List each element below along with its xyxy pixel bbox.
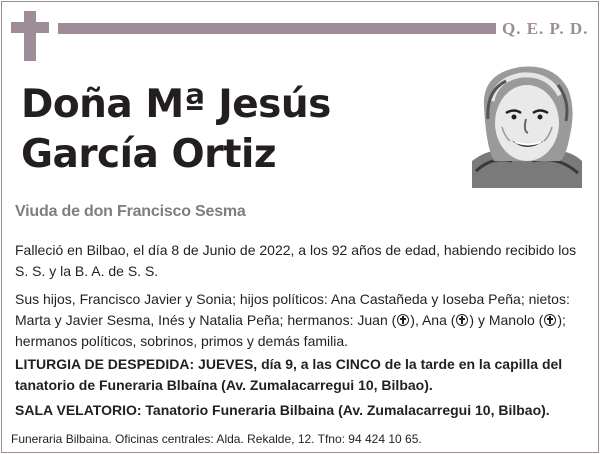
widow-line: Viuda de don Francisco Sesma xyxy=(15,203,246,220)
qepd-label: Q. E. P. D. xyxy=(502,19,589,38)
liturgy-paragraph: LITURGIA DE DESPEDIDA: JUEVES, día 9, a las CINCO de la tarde en la capilla del tanatorio de Funeraria Blbaína (Av. Zumalacarregui 10, Bilbao). xyxy=(15,356,563,393)
deceased-cross-icon xyxy=(397,314,409,326)
deceased-cross-icon xyxy=(456,314,468,326)
death-notice-paragraph: Falleció en Bilbao, el día 8 de Junio de 2022, a los 92 años de edad, habiendo recibido los S. S. y la B. A. de S. S. xyxy=(15,242,577,279)
family-text-part3: ) y Manolo ( xyxy=(469,312,544,328)
deceased-name-line2: García Ortiz xyxy=(21,132,277,177)
header-rule xyxy=(58,23,496,34)
deceased-name-line1: Doña Mª Jesús xyxy=(21,82,331,127)
family-text-part1: Sus hijos, Francisco Javier y Sonia; hijos políticos: Ana Castañeda y Ioseba Peña; nietos: Marta y Javier Sesma, Inés y Natalia Peña; hermanos: Juan ( xyxy=(15,291,570,328)
family-paragraph xyxy=(15,289,590,352)
deceased-portrait xyxy=(472,61,582,188)
family-text-part4: ); hermanos políticos, sobrinos, primos y demás familia. xyxy=(15,312,566,349)
deceased-cross-icon xyxy=(544,314,556,326)
family-text-part2: ), Ana ( xyxy=(410,312,456,328)
deceased-name xyxy=(21,80,331,180)
wake-paragraph: SALA VELATORIO: Tanatorio Funeraria Bilbaina (Av. Zumalacarregui 10, Bilbao). xyxy=(15,402,550,418)
footer-text: Funeraria Bilbaina. Oficinas centrales: Alda. Rekalde, 12. Tfno: 94 424 10 65. xyxy=(11,432,422,446)
